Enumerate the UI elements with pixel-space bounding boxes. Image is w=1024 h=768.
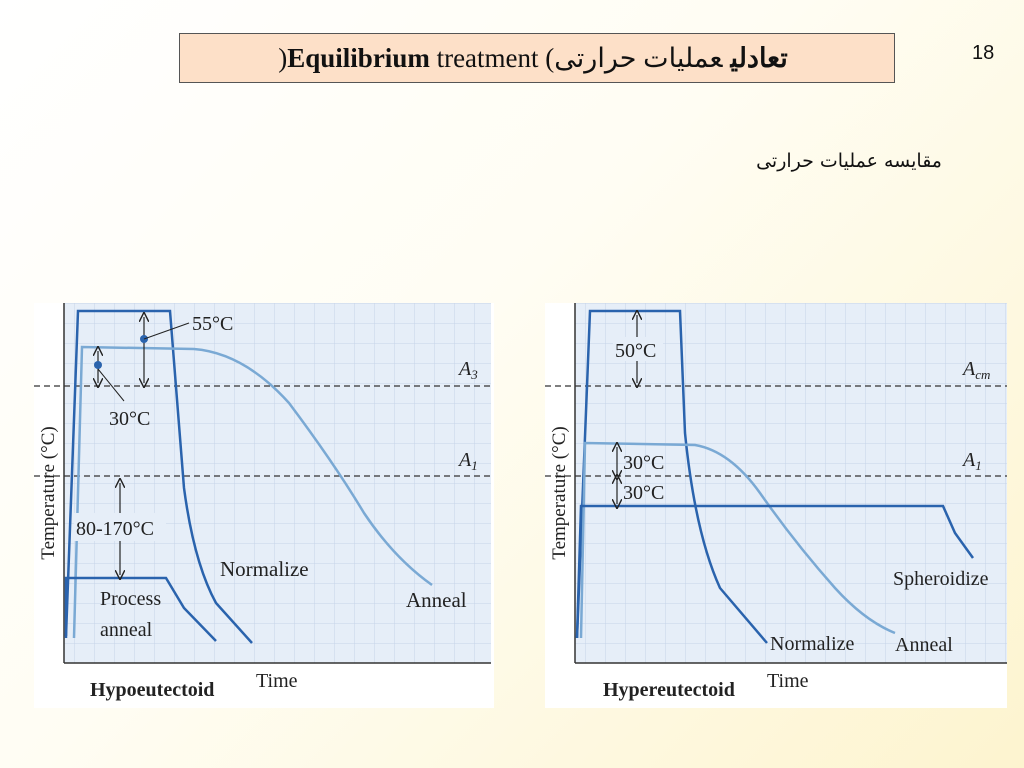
label-30-lower: 30°C	[623, 482, 665, 504]
slide-title	[179, 33, 895, 83]
label-30: 30°C	[109, 408, 151, 430]
caption-hypoeutectoid: Hypoeutectoid	[90, 679, 215, 701]
label-30-upper: 30°C	[623, 452, 665, 474]
title-paren: )	[278, 42, 288, 73]
label-normalize: Normalize	[770, 633, 855, 655]
label-55: 55°C	[192, 313, 234, 335]
label-anneal: Anneal	[895, 634, 953, 656]
y-axis-label: Temperature (°C)	[549, 426, 570, 560]
x-axis-label: Time	[256, 670, 298, 692]
title-paren: (	[545, 42, 555, 73]
label-process: Process	[100, 588, 162, 610]
title-english: treatment	[429, 42, 539, 73]
x-axis-label: Time	[767, 670, 809, 692]
hypereutectoid-svg	[545, 303, 1007, 708]
hypereutectoid-diagram	[545, 303, 1007, 708]
hypoeutectoid-svg	[34, 303, 494, 708]
label-a1: $A_1$	[459, 449, 478, 473]
label-50: 50°C	[615, 340, 657, 362]
label-80-170: 80-170°C	[76, 518, 154, 540]
slide-subtitle: مقایسه عملیات حرارتی	[756, 150, 942, 172]
title-persian-bold: تعادلی	[730, 42, 788, 73]
hypoeutectoid-diagram	[34, 303, 494, 708]
label-a3: $A_3$	[459, 358, 478, 382]
slide-number: 18	[972, 42, 995, 64]
label-anneal: Anneal	[406, 588, 467, 612]
title-english-bold: Equilibrium	[287, 42, 430, 73]
label-a1: $A_1$	[963, 449, 982, 473]
y-axis-label: Temperature (°C)	[38, 426, 59, 560]
label-spheroidize: Spheroidize	[893, 568, 989, 590]
label-anneal-2: anneal	[100, 619, 153, 641]
title-persian: عملیات حرارتی	[554, 42, 723, 73]
caption-hypereutectoid: Hypereutectoid	[603, 679, 735, 701]
label-normalize: Normalize	[220, 557, 309, 581]
label-acm: $A_{cm}$	[963, 358, 991, 382]
